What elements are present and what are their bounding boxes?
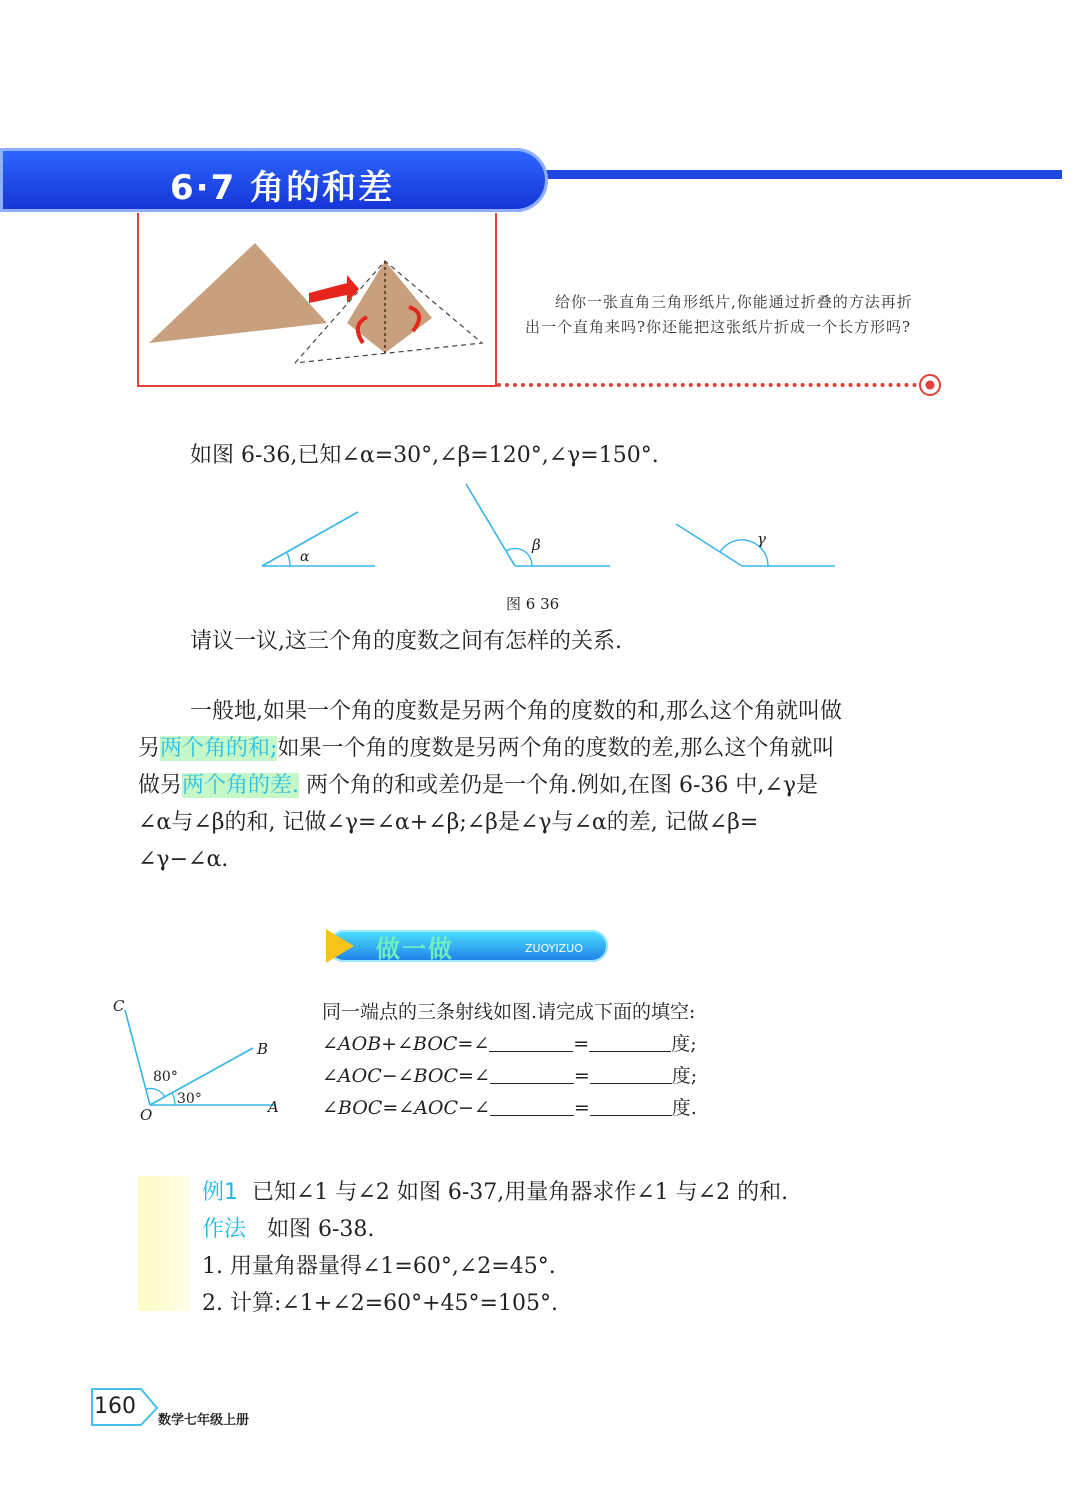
blank-field[interactable] [489,1031,573,1052]
paper-folding-illustration [137,213,493,385]
beta-ray-2 [466,484,515,566]
activity-intro: 同一端点的三条射线如图.请完成下面的填空: [322,1001,696,1023]
definition-paragraph [138,693,948,878]
equals-sign: = [573,1097,590,1119]
angle-30-label: 30° [177,1091,202,1107]
highlight-difference: 两个角的差. [182,773,300,798]
equation-text: ∠BOC=∠AOC−∠ [322,1097,490,1119]
label-a: A [268,1098,279,1116]
bullet-circle-icon [919,374,941,396]
figure-caption: 图 6 36 [506,595,560,613]
highlight-sum: 两个角的和; [160,736,278,761]
definition-line-1: 一般地,如果一个角的度数是另两个角的度数的和,那么这个角就叫做 [190,699,842,724]
example-text: 已知∠1 与∠2 如图 6-37,用量角器求作∠1 与∠2 的和. [252,1180,789,1205]
blank-field[interactable] [589,1031,671,1052]
book-title: 数学七年级上册 [158,1413,250,1428]
example-label: 例1 [202,1180,238,1205]
activity-figure [105,990,295,1125]
equation-3 [322,1092,697,1124]
play-triangle-icon [326,929,354,963]
dotted-connector [497,383,917,387]
figure-6-36 [250,478,850,578]
equation-2 [322,1060,697,1092]
section-title: 6·7 角的和差 [170,168,395,208]
activity-title: 做一做 [376,935,454,963]
blank-field[interactable] [590,1095,672,1116]
intro-question: 给你一张直角三角形纸片,你能通过折叠的方法再折出一个直角来吗?你还能把这张纸片折成一个长方形吗? [525,293,913,336]
example-block [202,1174,788,1322]
equals-sign: = [573,1033,590,1055]
definition-line-4: ∠α与∠β的和, 记做∠γ=∠α+∠β;∠β是∠γ与∠α的差, 记做∠β= [138,810,759,835]
definition-line-5: ∠γ−∠α. [138,847,229,872]
activity-pinyin: ZUOYIZUO [525,942,583,955]
definition-line-2 [138,730,948,767]
definition-line-3 [138,767,948,804]
equals-sign: = [573,1065,590,1087]
equation-text: ∠AOC−∠BOC=∠ [322,1065,490,1087]
example-sidebar [138,1176,190,1311]
equation-1 [322,1028,697,1060]
alpha-ray-2 [262,512,358,566]
example-step-2: 2. 计算:∠1+∠2=60°+45°=105°. [202,1291,558,1316]
definition-text: 如果一个角的度数是另两个角的度数的差,那么这个角就叫 [277,736,835,761]
label-b: B [257,1040,269,1058]
definition-text: 两个角的和或差仍是一个角.例如,在图 6-36 中,∠γ是 [299,773,818,798]
page-tab-tail [135,1388,159,1426]
given-angles: 如图 6-36,已知∠α=30°,∠β=120°,∠γ=150°. [190,443,659,468]
beta-label: β [532,536,541,554]
definition-text: 另 [138,736,161,761]
arc-80 [146,1088,165,1097]
gamma-ray-2 [676,524,742,566]
discuss-question: 请议一议,这三个角的度数之间有怎样的关系. [190,629,622,654]
equation-text: ∠AOB+∠BOC=∠ [322,1033,490,1055]
arc-30 [172,1093,175,1105]
example-line-2 [202,1211,788,1248]
example-line-1 [202,1174,788,1211]
alpha-label: α [300,549,310,565]
unit-text: 度; [671,1033,697,1055]
page-number: 160 [91,1388,137,1426]
alpha-arc [287,553,290,566]
paper-triangle [149,243,327,343]
ray-oc [125,1010,150,1105]
banner-line [540,170,1062,179]
definition-text: 做另 [138,773,183,798]
label-o: O [140,1106,153,1124]
activity-text [322,996,697,1124]
unit-text: 度; [671,1065,698,1087]
example-step-1: 1. 用量角器量得∠1=60°,∠2=45°. [202,1254,556,1279]
method-text: 如图 6-38. [267,1217,375,1242]
label-c: C [113,997,125,1015]
gamma-label: γ [757,530,766,548]
blank-field[interactable] [590,1063,672,1084]
method-label: 作法 [202,1217,247,1242]
unit-text: 度. [671,1097,697,1119]
angle-80-label: 80° [153,1069,178,1085]
blank-field[interactable] [490,1095,574,1116]
blank-field[interactable] [490,1063,574,1084]
